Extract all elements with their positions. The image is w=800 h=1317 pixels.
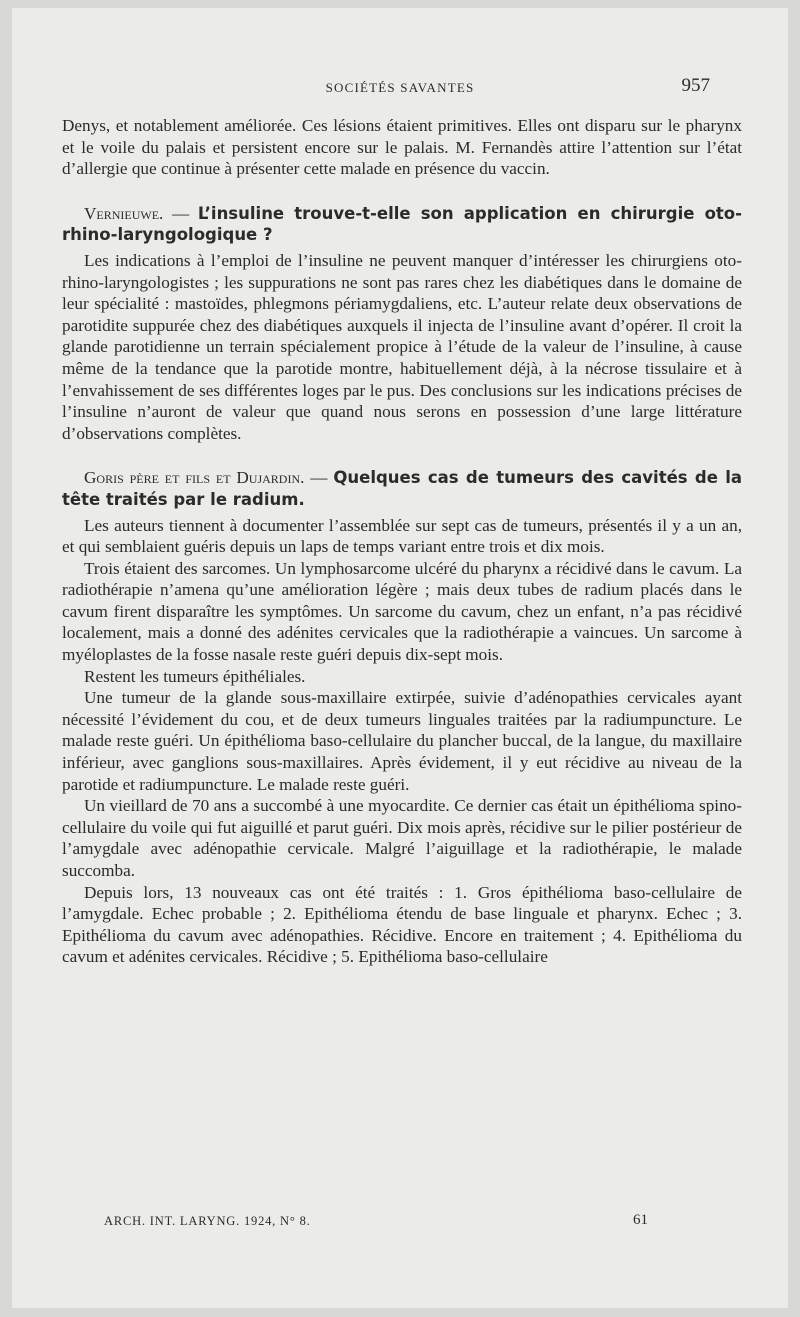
section-paragraph: Trois étaient des sarcomes. Un lymphosarcome ulcéré du pharynx a récidivé dans le cavum. La radiothérapie n’amena qu’une amélioration légère ; mais deux tubes de radium placés dans le cavum firent disparaître les symptômes. Un sarcome du cavum, chez un enfant, n’a pas récidivé localement, mais a donné des adénites cervicales que la radiothérapie a vaincues. Un sarcome à myéloplastes de la fosse nasale reste guéri depuis dix-sept mois. [62,558,742,665]
section-paragraph: Les auteurs tiennent à documenter l’assemblée sur sept cas de tumeurs, présentés il y a un an, et qui semblaient guéris depuis un laps de temps variant entre trois et dix mois. [62,515,742,557]
running-title: SOCIÉTÉS SAVANTES [325,80,475,95]
heading-dash: — [163,203,198,223]
section-heading-insuline [62,203,742,246]
section-paragraph: Les indications à l’emploi de l’insuline ne peuvent manquer d’intéresser les chirurgiens oto-rhino-laryngologistes ; les suppurations ne sont pas rares chez les diabétiques dans le domaine de leur spécialité : mastoïdes, phlegmons périamygdaliens, etc. L’auteur relate deux observations de parotidite suppurée chez des diabétiques auxquels il injecta de l’insuline avant d’opérer. Il croit la glande parotidienne un terrain spécialement propice à l’étude de la valeur de l’insuline, à cause même de la tendance que la parotide montre, habituellement déjà, à la nécrose tissulaire et à l’envahissement de ses différentes loges par le pus. Des conclusions sur les indications précises de l’insuline n’auront de valeur que quand nous serons en possession d’une large littérature d’observations complètes. [62,250,742,443]
journal-page [12,8,788,1308]
section-paragraph: Une tumeur de la glande sous-maxillaire extirpée, suivie d’adénopathies cervicales ayant nécessité l’évidement du cou, et de deux tumeurs linguales traitées par la radiumpuncture. Le malade reste guéri. Un épithélioma baso-cellulaire du plancher buccal, de la langue, du maxillaire inférieur, avec ganglions sous-maxillaires. Après évidement, il y eut récidive au niveau de la parotide et radiumpuncture. Le malade reste guéri. [62,688,742,794]
heading-dash: — [304,468,334,488]
section-authors: Goris père et fils et Dujardin. [84,468,305,488]
journal-reference: ARCH. INT. LARYNG. 1924, N° 8. [104,1214,311,1228]
section-title: Quelques cas de tumeurs des cavités de la tête traités par le radium. [62,468,743,509]
section-heading-radium [62,467,742,510]
section-author: Vernieuwe. [84,203,164,223]
running-header [12,74,788,100]
signature-mark: 61 [633,1212,648,1228]
page-footer [12,1214,788,1238]
section-paragraph: Restent les tumeurs épithéliales. [84,666,306,686]
intro-paragraph: Denys, et notablement améliorée. Ces lésions étaient primitives. Elles ont disparu sur le pharynx et le voile du palais et persistent encore sur le palais. M. Fernandès attire l’attention sur l’état d’allergie que continue à présenter cette malade en présence du vaccin. [62,116,742,179]
section-title: L’insuline trouve-t-elle son application en chirurgie oto-rhino-laryngologique ? [62,203,742,245]
section-paragraph: Un vieillard de 70 ans a succombé à une myocardite. Ce dernier cas était un épithélioma spino-cellulaire du voile qui fut aiguillé et parut guéri. Dix mois après, récidive sur le pilier postérieur de l’amygdale avec adénopathie cervicale. Malgré l’aiguillage et la radiothérapie, le malade succomba. [62,796,742,880]
page-number: 957 [681,75,710,96]
section-paragraph: Depuis lors, 13 nouveaux cas ont été traités : 1. Gros épithélioma baso-cellulaire de l’amygdale. Echec probable ; 2. Epithélioma étendu de base linguale et pharynx. Echec ; 3. Epithélioma du cavum avec adénopathies. Récidive. Encore en traitement ; 4. Epithélioma du cavum et adénites cervicales. Récidive ; 5. Epithélioma baso-cellulaire [62,882,742,967]
article-body [62,115,742,968]
